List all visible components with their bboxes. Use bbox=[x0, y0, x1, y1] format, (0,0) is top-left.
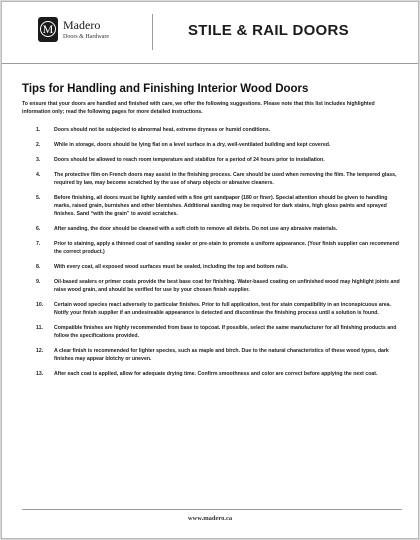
tip-number: 9. bbox=[36, 279, 41, 285]
footer-divider bbox=[22, 509, 402, 510]
tip-text: Compatible finishes are highly recommended from base to topcoat. If possible, select the same manufacturer for all finishing products and follow the specifications provided. bbox=[54, 325, 397, 339]
tip-number: 13. bbox=[36, 371, 44, 377]
tip-text: Doors should be allowed to reach room temperature and stabilize for a period of 24 hours prior to installation. bbox=[54, 157, 325, 163]
tip-item bbox=[22, 347, 404, 363]
tip-number: 6. bbox=[36, 226, 41, 232]
madero-logo-icon bbox=[38, 17, 58, 42]
logo-letter: M bbox=[42, 22, 54, 36]
tip-item bbox=[22, 141, 404, 149]
tip-text: A clear finish is recommended for lighter species, such as maple and birch. Due to the natural characteristics of these wood types, dark finishes may appear blotchy or uneven. bbox=[54, 348, 389, 362]
tip-item bbox=[22, 301, 404, 317]
document-title: STILE & RAIL DOORS bbox=[188, 22, 349, 39]
tip-number: 2. bbox=[36, 142, 41, 148]
tip-text: Prior to staining, apply a thinned coat of sanding sealer or pre-stain to promote a uniform appearance. (Your finish supplier can recommend the correct product.) bbox=[54, 241, 399, 255]
header-divider bbox=[152, 14, 153, 50]
tip-item bbox=[22, 225, 404, 233]
tip-number: 8. bbox=[36, 264, 41, 270]
tip-text: Before finishing, all doors must be lightly sanded with a fine grit sandpaper (180 or finer). Special attention should be given to handling marks, raised grain, burnishes and other blemishes. Additional sanding may be required for dark stains, high gloss paints and sprayed finishes. Sand “with the grain” to avoid scratches. bbox=[54, 195, 388, 217]
tip-item bbox=[22, 278, 404, 294]
tip-text: Oil-based sealers or primer coats provide the best base coat for finishing. Water-based coating on unfinished wood may highlight joints and raise wood grain, and should be verified for use by your chosen finish supplier. bbox=[54, 279, 400, 293]
page-header bbox=[2, 2, 418, 64]
tip-number: 3. bbox=[36, 157, 41, 163]
brand-tagline: Doors & Hardware bbox=[63, 34, 109, 40]
tip-item bbox=[22, 240, 404, 256]
brand-name: Madero bbox=[63, 18, 101, 32]
tip-text: With every coat, all exposed wood surfaces must be sealed, including the top and bottom rails. bbox=[54, 264, 289, 270]
tip-number: 4. bbox=[36, 172, 41, 178]
tip-text: While in storage, doors should be lying flat on a level surface in a dry, well-ventilated building and kept covered. bbox=[54, 142, 331, 148]
intro-paragraph: To ensure that your doors are handled and finished with care, we offer the following suggestions. Please note that this list includes highlighted information only; read the following pages for more detailed instructions. bbox=[22, 101, 375, 115]
tip-text: Certain wood species react adversely to particular finishes. Prior to full application, test for stain compatibility in an inconspicuous area. Notify your finish supplier if an undesireable appearance is detected and discontinue the finishing process until a solution is found. bbox=[54, 302, 391, 316]
tips-list bbox=[22, 126, 404, 385]
tip-number: 10. bbox=[36, 302, 44, 308]
tip-text: After each coat is applied, allow for adequate drying time. Confirm smoothness and color are correct before applying the next coat. bbox=[54, 371, 378, 377]
footer-url[interactable]: www.madero.ca bbox=[187, 515, 233, 522]
tip-item bbox=[22, 171, 404, 187]
tip-item bbox=[22, 126, 404, 134]
tip-item bbox=[22, 194, 404, 218]
document-page bbox=[1, 1, 419, 539]
tip-number: 7. bbox=[36, 241, 41, 247]
tip-item bbox=[22, 370, 404, 378]
tip-number: 12. bbox=[36, 348, 44, 354]
tip-text: After sanding, the door should be cleaned with a soft cloth to remove all debris. Do not use any abrasive materials. bbox=[54, 226, 338, 232]
tip-text: The protective film on French doors may assist in the finishing process. Care should be used when removing the film. The tempered glass, required by law, may become scratched by the use of sharp objects or abrasive cleaners. bbox=[54, 172, 397, 186]
tip-item bbox=[22, 263, 404, 271]
tip-number: 11. bbox=[36, 325, 43, 331]
tip-number: 1. bbox=[36, 127, 41, 133]
section-title: Tips for Handling and Finishing Interior Wood Doors bbox=[22, 83, 309, 95]
tip-number: 5. bbox=[36, 195, 41, 201]
tip-item bbox=[22, 324, 404, 340]
tip-text: Doors should not be subjected to abnormal heat, extreme dryness or humid conditions. bbox=[54, 127, 271, 133]
tip-item bbox=[22, 156, 404, 164]
